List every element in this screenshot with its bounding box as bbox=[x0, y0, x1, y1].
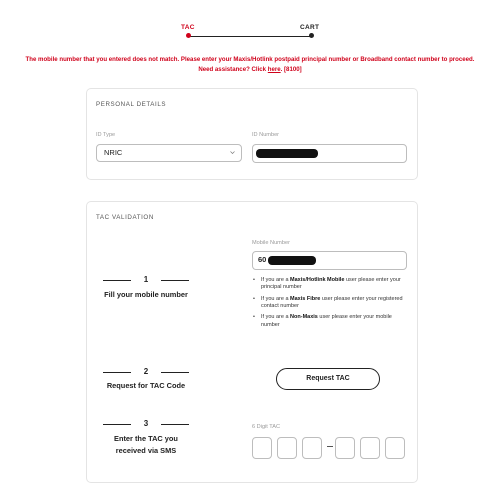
step-3-text-line-1: Enter the TAC you bbox=[114, 434, 178, 443]
id-number-label: ID Number bbox=[252, 132, 280, 138]
request-tac-button[interactable]: Request TAC bbox=[276, 368, 380, 390]
step-1-digit: 1 bbox=[143, 275, 149, 284]
step-2-digit: 2 bbox=[143, 367, 149, 376]
error-line-1: The mobile number that you entered does not match. Please enter your Maxis/Hotlink postpaid principal number or Broadband contact number to proceed. bbox=[25, 56, 475, 63]
step-tac-dot bbox=[186, 33, 191, 38]
hint-3-pre: If you are a bbox=[261, 314, 291, 321]
mobile-number-input[interactable] bbox=[252, 251, 407, 270]
step-3-line-right bbox=[161, 424, 189, 425]
hint-non-maxis bbox=[252, 314, 412, 328]
hint-3-post: user please enter your mobile number bbox=[261, 314, 392, 328]
tac-digit-3-input[interactable] bbox=[302, 437, 322, 459]
step-cart-label: CART bbox=[300, 24, 320, 31]
step-cart-dot bbox=[309, 33, 314, 38]
mobile-number-label: Mobile Number bbox=[252, 240, 290, 246]
chevron-down-icon bbox=[230, 150, 235, 155]
step-2-line-right bbox=[161, 372, 189, 373]
tac-label: 6 Digit TAC bbox=[252, 424, 281, 430]
error-line-2 bbox=[0, 65, 500, 75]
tac-digit-6-input[interactable] bbox=[385, 437, 405, 459]
hint-3-bold: Non-Maxis bbox=[290, 314, 318, 321]
hint-1-post: user please enter your principal number bbox=[261, 277, 401, 291]
step-3-digit: 3 bbox=[143, 419, 149, 428]
id-type-label: ID Type bbox=[96, 132, 116, 138]
hint-1-pre: If you are a bbox=[261, 277, 291, 283]
step-1-text: Fill your mobile number bbox=[104, 290, 188, 299]
redacted-id-number bbox=[256, 149, 318, 158]
hint-1-bold: Maxis/Hotlink Mobile bbox=[290, 277, 345, 283]
hint-2-bold: Maxis Fibre bbox=[290, 295, 321, 302]
tac-digit-4-input[interactable] bbox=[335, 437, 355, 459]
error-assist-prefix: Need assistance? Click bbox=[198, 66, 268, 73]
id-type-value: NRIC bbox=[104, 148, 123, 157]
hint-maxis-fibre bbox=[252, 296, 412, 310]
personal-details-title: PERSONAL DETAILS bbox=[96, 101, 167, 108]
error-code: . [8100] bbox=[280, 66, 302, 73]
step-3-text-line-2: received via SMS bbox=[115, 446, 177, 455]
tac-digit-2-input[interactable] bbox=[277, 437, 297, 459]
tac-digit-5-input[interactable] bbox=[360, 437, 380, 459]
hint-2-post: user please enter your registered contact number bbox=[261, 295, 403, 309]
mobile-number-hints bbox=[252, 277, 412, 333]
mobile-prefix: 60 bbox=[258, 255, 267, 264]
error-message bbox=[0, 55, 500, 75]
step-1-line-right bbox=[161, 280, 189, 281]
tac-validation-title: TAC VALIDATION bbox=[96, 214, 154, 221]
tac-digit-1-input[interactable] bbox=[252, 437, 272, 459]
step-2-number bbox=[86, 367, 206, 377]
id-type-select[interactable] bbox=[96, 144, 242, 162]
help-link[interactable]: here bbox=[267, 66, 281, 73]
step-3-number bbox=[86, 419, 206, 429]
redacted-mobile-number bbox=[268, 256, 316, 265]
step-2-text: Request for TAC Code bbox=[106, 381, 186, 390]
id-number-input[interactable] bbox=[252, 144, 407, 163]
step-1-number bbox=[86, 275, 206, 285]
hint-2-pre: If you are a bbox=[261, 295, 291, 302]
tac-separator bbox=[327, 446, 333, 447]
stepper-line bbox=[189, 36, 311, 37]
step-tac-label: TAC bbox=[181, 24, 195, 31]
hint-maxis-hotlink bbox=[252, 277, 412, 291]
